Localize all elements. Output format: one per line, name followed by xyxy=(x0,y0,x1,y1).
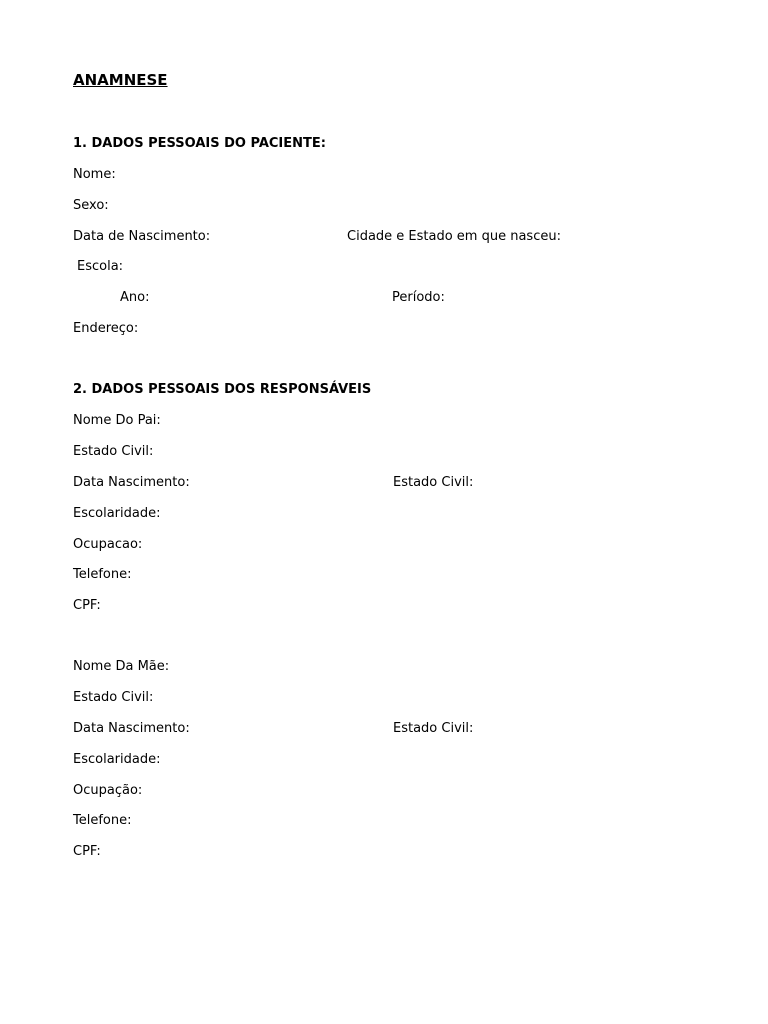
mae-escolaridade-label: Escolaridade: xyxy=(73,752,161,767)
pai-escolaridade-label: Escolaridade: xyxy=(73,506,161,521)
section-2-heading: 2. DADOS PESSOAIS DOS RESPONSÁVEIS xyxy=(73,382,372,397)
sexo-label: Sexo: xyxy=(73,198,109,213)
pai-telefone-label: Telefone: xyxy=(73,567,132,582)
mae-cpf-label: CPF: xyxy=(73,844,101,859)
mae-estado-civil-label: Estado Civil: xyxy=(73,690,154,705)
mae-telefone-label: Telefone: xyxy=(73,813,132,828)
data-nascimento-label: Data de Nascimento: xyxy=(73,229,211,244)
pai-estado-civil-label: Estado Civil: xyxy=(73,444,154,459)
section-1-heading: 1. DADOS PESSOAIS DO PACIENTE: xyxy=(73,136,326,151)
nome-label: Nome: xyxy=(73,167,116,182)
nome-pai-label: Nome Do Pai: xyxy=(73,413,161,428)
nome-mae-label: Nome Da Mãe: xyxy=(73,659,170,674)
periodo-label: Período: xyxy=(392,290,445,305)
pai-cpf-label: CPF: xyxy=(73,598,101,613)
mae-estado-civil-2-label: Estado Civil: xyxy=(393,721,474,736)
endereco-label: Endereço: xyxy=(73,321,139,336)
pai-data-nascimento-label: Data Nascimento: xyxy=(73,475,190,490)
ano-label: Ano: xyxy=(120,290,150,305)
mae-data-nascimento-label: Data Nascimento: xyxy=(73,721,190,736)
pai-ocupacao-label: Ocupacao: xyxy=(73,537,143,552)
pai-estado-civil-2-label: Estado Civil: xyxy=(393,475,474,490)
page-title: ANAMNESE xyxy=(73,71,168,89)
cidade-estado-label: Cidade e Estado em que nasceu: xyxy=(347,229,561,244)
escola-label: Escola: xyxy=(77,259,124,274)
mae-ocupacao-label: Ocupação: xyxy=(73,783,143,798)
